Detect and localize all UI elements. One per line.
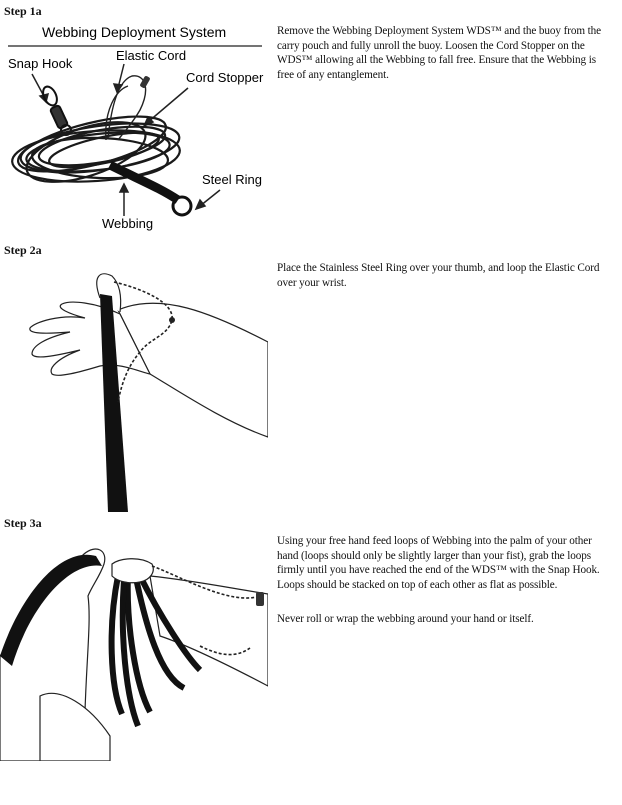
step-1a-instructions	[277, 24, 612, 102]
step-3a-label: Step 3a	[4, 516, 42, 530]
step-3a-instructions	[277, 534, 612, 647]
wds-diagram	[0, 20, 268, 240]
step-2a-label: Step 2a	[4, 243, 42, 257]
webbing-loops-drawing	[10, 105, 182, 194]
step-3a-paragraph-1: Using your free hand feed loops of Webbing into the palm of your other hand (loops should only be slightly larger than your fist), grab the loops firmly until you have reached the end of the WDS™ with the Snap Hook. Loops should be stacked on top of each other as flat as possible.	[277, 535, 600, 591]
step-1a-label: Step 1a	[4, 4, 42, 18]
snap-hook-icon	[40, 84, 71, 135]
webbing-tail	[110, 165, 178, 200]
callout-webbing: Webbing	[102, 216, 154, 231]
callout-steel-ring: Steel Ring	[202, 172, 262, 187]
step-3a-hands-illustration	[0, 536, 268, 761]
step-3a-paragraph-2: Never roll or wrap the webbing around your hand or itself.	[277, 613, 534, 626]
step-2a-instructions	[277, 261, 612, 310]
wds-diagram-title: Webbing Deployment System	[42, 24, 227, 40]
step-2a-hand-illustration	[0, 262, 268, 512]
callout-snap-hook: Snap Hook	[8, 56, 73, 71]
callout-elastic-cord: Elastic Cord	[116, 48, 187, 63]
step-2a-paragraph: Place the Stainless Steel Ring over your thumb, and loop the Elastic Cord over your wrist.	[277, 262, 600, 289]
step-1a-paragraph: Remove the Webbing Deployment System WDS™ and the buoy from the carry pouch and fully unroll the buoy. Loosen the Cord Stopper on the WDS™ allowing all the Webbing to fall free. Ensure that the Webbing is free of any entanglement.	[277, 25, 602, 81]
callout-cord-stopper: Cord Stopper	[186, 70, 264, 85]
steel-ring-icon	[173, 197, 191, 215]
